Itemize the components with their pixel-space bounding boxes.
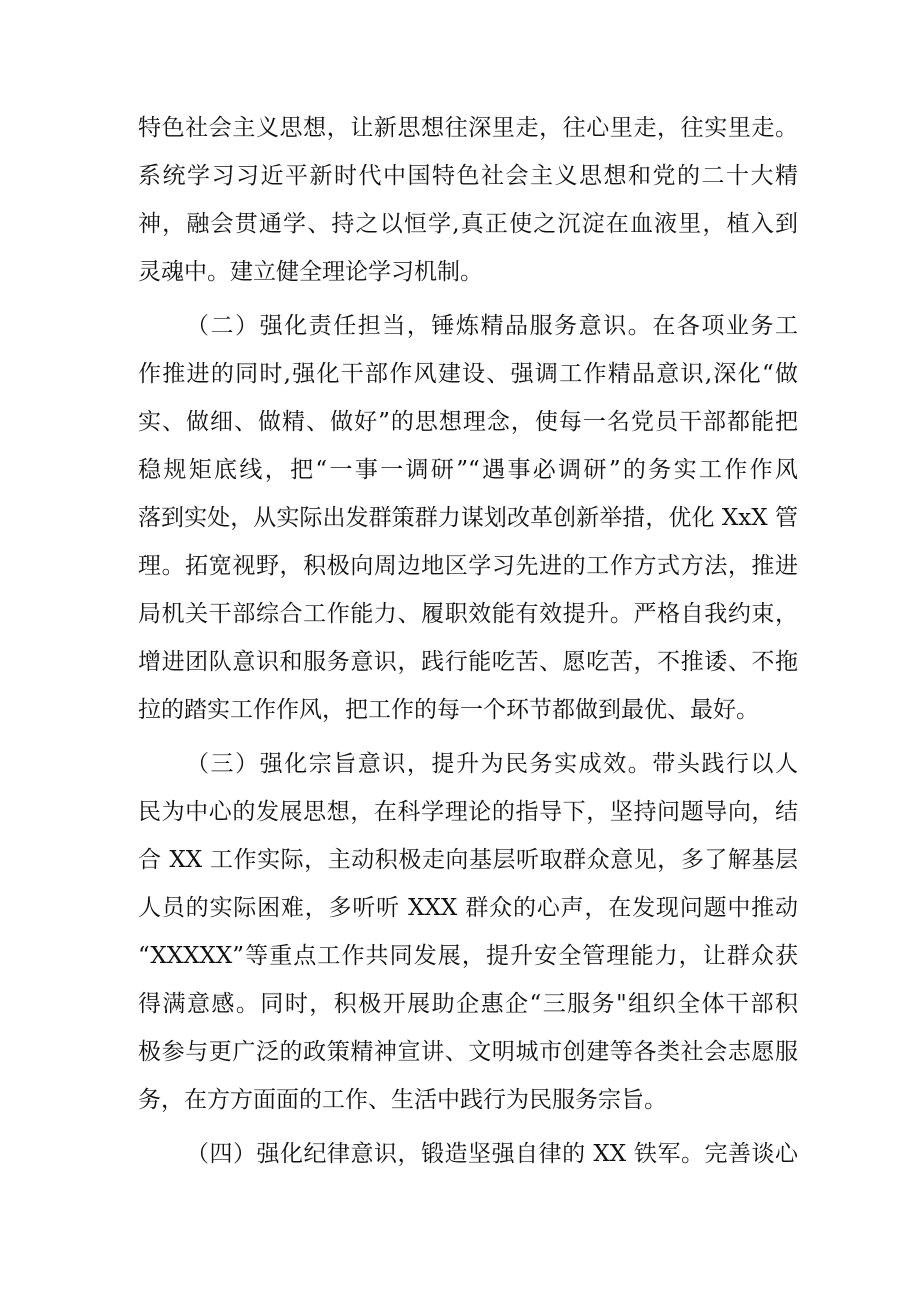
text-line: 稳规矩底线，把“一事一调研”“遇事必调研”的务实工作作风 xyxy=(138,457,798,483)
text-line: 作推进的同时,强化干部作风建设、强调工作精品意识,深化“做 xyxy=(138,361,798,387)
section-heading-line: （三）强化宗旨意识，提升为民务实成效。带头践行以人 xyxy=(186,751,798,777)
text-line: 拉的踏实工作作风，把工作的每一个环节都做到最优、最好。 xyxy=(138,697,759,723)
section-heading-line: （二）强化责任担当，锤炼精品服务意识。在各项业务工 xyxy=(186,313,798,339)
text-line: 人员的实际困难，多听听 XXX 群众的心声，在发现问题中推动 xyxy=(138,895,798,921)
text-line: 灵魂中。建立健全理论学习机制。 xyxy=(138,259,483,285)
text-line: 极参与更广泛的政策精神宣讲、文明城市创建等各类社会志愿服 xyxy=(138,1039,798,1065)
text-line: 系统学习习近平新时代中国特色社会主义思想和党的二十大精 xyxy=(138,163,798,189)
text-line: 民为中心的发展思想，在科学理论的指导下，坚持问题导向，结 xyxy=(138,799,798,825)
text-line: 实、做细、做精、做好”的思想理念，使每一名党员干部都能把 xyxy=(138,409,798,435)
text-line: 神，融会贯通学、持之以恒学,真正使之沉淀在血液里，植入到 xyxy=(138,211,798,237)
section-heading-line: （四）强化纪律意识，锻造坚强自律的 XX 铁军。完善谈心 xyxy=(186,1141,798,1167)
text-line: 增进团队意识和服务意识，践行能吃苦、愿吃苦，不推诿、不拖 xyxy=(138,649,798,675)
text-line: 务，在方方面面的工作、生活中践行为民服务宗旨。 xyxy=(138,1087,667,1113)
text-line: 落到实处，从实际出发群策群力谋划改革创新举措，优化 XxX 管 xyxy=(138,505,798,531)
text-line: 特色社会主义思想，让新思想往深里走，往心里走，往实里走。 xyxy=(138,115,798,141)
text-line: “XXXXX”等重点工作共同发展，提升安全管理能力，让群众获 xyxy=(138,943,798,969)
text-line: 得满意感。同时，积极开展助企惠企“三服务"组织全体干部积 xyxy=(138,991,798,1017)
text-line: 合 XX 工作实际，主动积极走向基层听取群众意见，多了解基层 xyxy=(138,847,798,873)
text-line: 局机关干部综合工作能力、履职效能有效提升。严格自我约束， xyxy=(138,601,798,627)
text-line: 理。拓宽视野，积极向周边地区学习先进的工作方式方法，推进 xyxy=(138,553,798,579)
